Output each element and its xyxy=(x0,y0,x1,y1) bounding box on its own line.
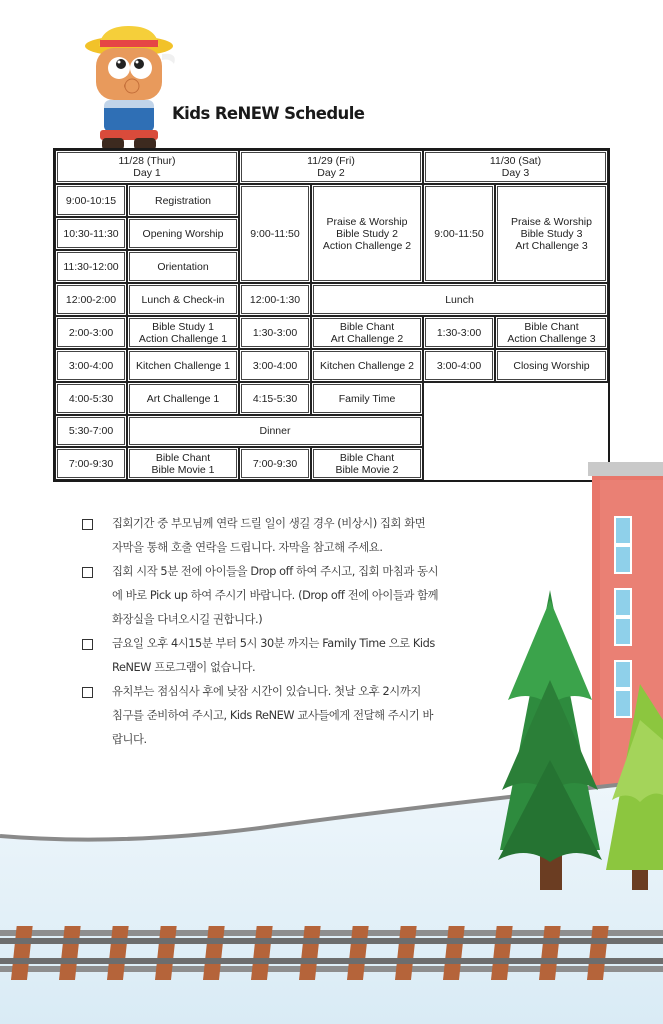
time-cell: 1:30-3:00 xyxy=(239,316,311,349)
time-cell: 7:00-9:30 xyxy=(55,447,127,480)
event-cell: Bible Chant Bible Movie 1 xyxy=(127,447,239,480)
time-cell: 12:00-1:30 xyxy=(239,283,311,316)
time-cell: 3:00-4:00 xyxy=(423,349,495,382)
lunch-cell: Lunch xyxy=(311,283,608,316)
checkbox-icon xyxy=(82,519,93,530)
tree-illustration xyxy=(498,590,602,890)
event-cell: Bible Study 1 Action Challenge 1 xyxy=(127,316,239,349)
event-cell: Opening Worship xyxy=(127,217,239,250)
table-row xyxy=(55,382,608,415)
time-cell: 4:15-5:30 xyxy=(239,382,311,415)
event-cell: Bible Chant Action Challenge 3 xyxy=(495,316,608,349)
event-cell: Lunch & Check-in xyxy=(127,283,239,316)
note-item: 집회 시작 5분 전에 아이들을 Drop off 하여 주시고, 집회 마침과 동시 에 바로 Pick up 하여 주시기 바랍니다. (Drop off 전에 아이들과 함께 화장실을 다녀오시길 권합니다.) xyxy=(82,560,482,632)
checkbox-icon xyxy=(82,639,93,650)
event-cell: Praise & Worship Bible Study 3 Art Challenge 3 xyxy=(495,184,608,283)
notes-list xyxy=(82,512,482,752)
header-row xyxy=(55,150,608,184)
table-row xyxy=(55,316,608,349)
day3-header: 11/30 (Sat) Day 3 xyxy=(423,150,608,184)
event-cell: Closing Worship xyxy=(495,349,608,382)
event-cell: Family Time xyxy=(311,382,423,415)
time-cell: 3:00-4:00 xyxy=(55,349,127,382)
table-row xyxy=(55,283,608,316)
time-cell: 1:30-3:00 xyxy=(423,316,495,349)
event-cell: Praise & Worship Bible Study 2 Action Challenge 2 xyxy=(311,184,423,283)
event-cell: Registration xyxy=(127,184,239,217)
time-cell: 9:00-10:15 xyxy=(55,184,127,217)
checkbox-icon xyxy=(82,567,93,578)
note-item: 집회기간 중 부모님께 연락 드릴 일이 생길 경우 (비상시) 집회 화면 자막을 통해 호출 연락을 드립니다. 자막을 참고해 주세요. xyxy=(82,512,482,560)
day1-header: 11/28 (Thur) Day 1 xyxy=(55,150,239,184)
time-cell: 4:00-5:30 xyxy=(55,382,127,415)
note-item: 금요일 오후 4시15분 부터 5시 30분 까지는 Family Time 으로 Kids ReNEW 프로그램이 없습니다. xyxy=(82,632,482,680)
event-cell: Kitchen Challenge 2 xyxy=(311,349,423,382)
event-cell: Orientation xyxy=(127,250,239,283)
time-cell: 9:00-11:50 xyxy=(423,184,495,283)
table-row xyxy=(55,349,608,382)
mascot-illustration xyxy=(74,24,184,154)
time-cell: 5:30-7:00 xyxy=(55,415,127,447)
time-cell: 9:00-11:50 xyxy=(239,184,311,283)
checkbox-icon xyxy=(82,687,93,698)
page-title: Kids ReNEW Schedule xyxy=(172,104,365,123)
note-item: 유치부는 점심식사 후에 낮잠 시간이 있습니다. 첫날 오후 2시까지 침구를 준비하여 주시고, Kids ReNEW 교사들에게 전달해 주시기 바 랍니다. xyxy=(82,680,482,752)
day2-header: 11/29 (Fri) Day 2 xyxy=(239,150,423,184)
event-cell: Art Challenge 1 xyxy=(127,382,239,415)
event-cell: Kitchen Challenge 1 xyxy=(127,349,239,382)
time-cell: 12:00-2:00 xyxy=(55,283,127,316)
dinner-cell: Dinner xyxy=(127,415,423,447)
time-cell: 7:00-9:30 xyxy=(239,447,311,480)
time-cell: 3:00-4:00 xyxy=(239,349,311,382)
event-cell: Bible Chant Art Challenge 2 xyxy=(311,316,423,349)
schedule-table xyxy=(53,148,610,482)
time-cell: 11:30-12:00 xyxy=(55,250,127,283)
time-cell: 2:00-3:00 xyxy=(55,316,127,349)
event-cell: Bible Chant Bible Movie 2 xyxy=(311,447,423,480)
time-cell: 10:30-11:30 xyxy=(55,217,127,250)
table-row xyxy=(55,184,608,217)
